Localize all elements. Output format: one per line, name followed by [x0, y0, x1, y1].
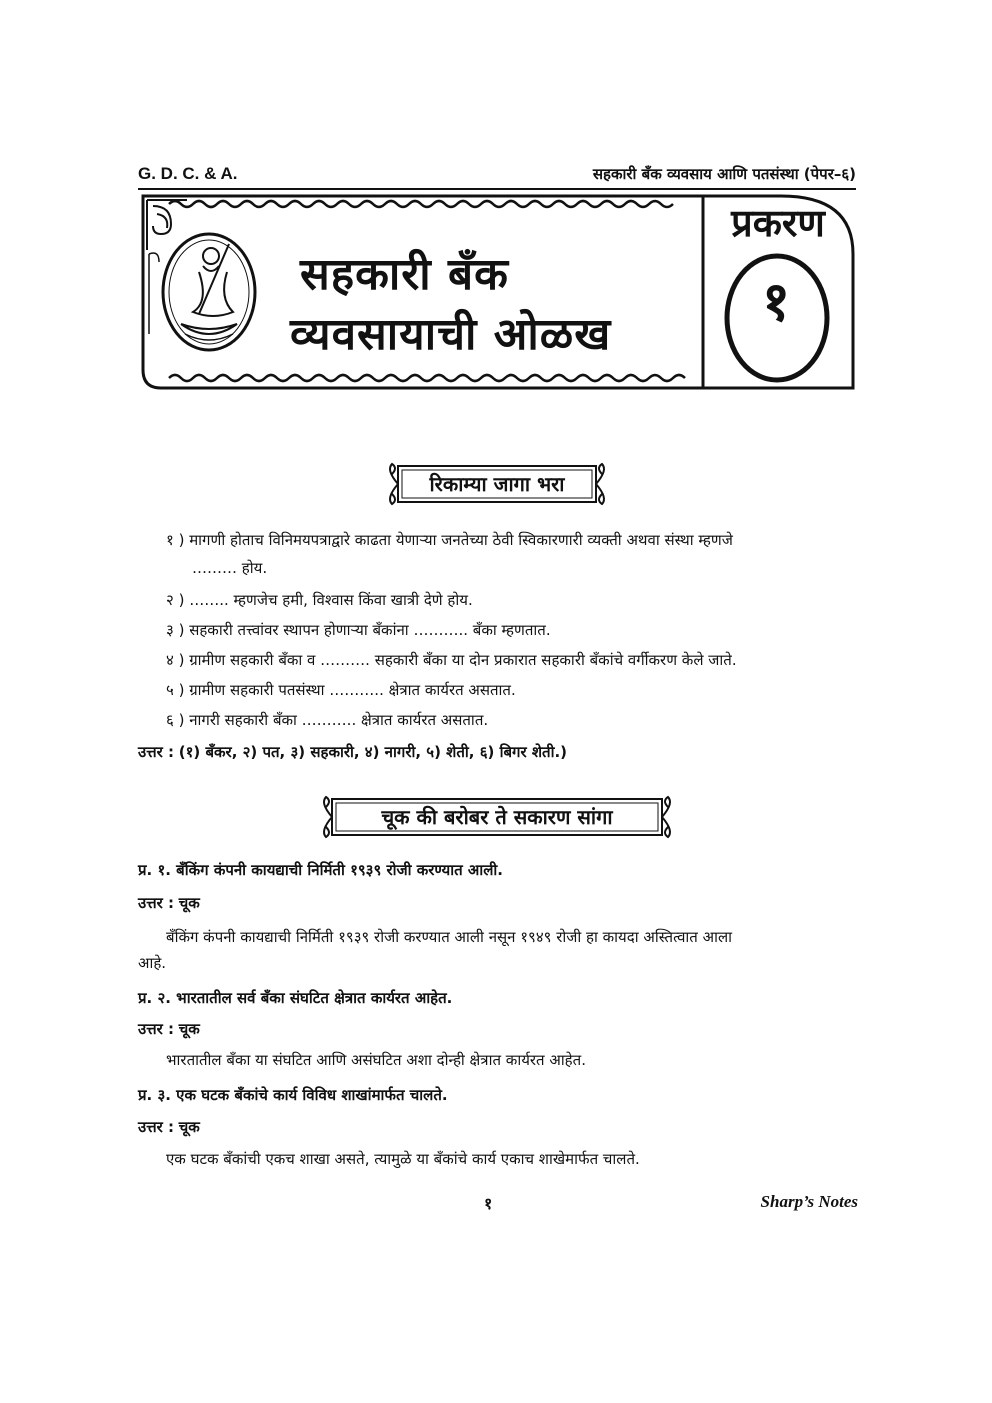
tf-question-1: प्र. १. बँकिंग कंपनी कायद्याची निर्मिती १९३९ रोजी करण्यात आली. [138, 861, 503, 879]
fill-item-5 [166, 680, 516, 700]
answer-value: चूक [178, 1020, 200, 1038]
fill-item-1 [166, 530, 860, 550]
chapter-number: १ [761, 270, 791, 333]
tf-question-3: प्र. ३. एक घटक बँकांचे कार्य विविध शाखांमार्फत चालते. [138, 1086, 448, 1104]
true-false-banner [318, 793, 676, 841]
fill-blanks-banner [384, 460, 610, 508]
answer-value: चूक [178, 894, 200, 912]
tf-explanation-1-cont: आहे. [138, 954, 167, 972]
item-text: …….. म्हणजेच हमी, विश्वास किंवा खात्री देणे होय. [189, 591, 473, 609]
fill-item-3 [166, 620, 551, 640]
answer-text: (१) बँकर, २) पत, ३) सहकारी, ४) नागरी, ५) शेती, ६) बिगर शेती.) [178, 743, 568, 761]
item-text: ग्रामीण सहकारी पतसंस्था ……….. क्षेत्रात कार्यरत असतात. [189, 681, 516, 699]
item-number: ६ ) [166, 711, 185, 729]
header-right: सहकारी बँक व्यवसाय आणि पतसंस्था (पेपर–६) [592, 165, 856, 183]
chapter-title-line2: व्यवसायाची ओळख [290, 309, 612, 360]
fill-answers [138, 742, 567, 762]
fill-item-1-cont: ……… होय. [192, 559, 268, 577]
fill-blanks-heading: रिकाम्या जागा भरा [429, 472, 565, 496]
item-number: ३ ) [166, 621, 185, 639]
brand-name: Sharp’s Notes [760, 1192, 858, 1211]
header-rule [138, 188, 856, 190]
chapter-label: प्रकरण [731, 201, 825, 245]
item-number: २ ) [166, 591, 185, 609]
answer-label: उत्तर : [138, 1118, 174, 1136]
item-number: १ ) [166, 531, 185, 549]
item-number: ४ ) [166, 651, 185, 669]
page-number: १ [484, 1194, 493, 1213]
item-text: नागरी सहकारी बँका ……….. क्षेत्रात कार्यरत असतात. [189, 711, 489, 729]
answer-label: उत्तर : [138, 1020, 174, 1038]
tf-explanation-1: बँकिंग कंपनी कायद्याची निर्मिती १९३९ रोजी करण्यात आली नसून १९४९ रोजी हा कायदा अस्तित्वात आला [166, 928, 733, 946]
tf-answer-2 [138, 1019, 200, 1039]
item-text: ग्रामीण सहकारी बँका व ………. सहकारी बँका या दोन प्रकारात सहकारी बँकांचे वर्गीकरण केले जाते. [189, 651, 737, 669]
answer-label: उत्तर : [138, 743, 174, 761]
item-number: ५ ) [166, 681, 185, 699]
header-left: G. D. C. & A. [138, 164, 238, 183]
fill-item-2 [166, 590, 473, 610]
fill-item-6 [166, 710, 488, 730]
tf-explanation-2: भारतातील बँका या संघटित आणि असंघटित अशा दोन्ही क्षेत्रात कार्यरत आहेत. [166, 1051, 586, 1069]
item-text: मागणी होताच विनिमयपत्राद्वारे काढता येणाऱ्या जनतेच्या ठेवी स्विकारणारी व्यक्ती अथवा संस्था म्हणजे [189, 531, 733, 549]
tf-explanation-3: एक घटक बँकांची एकच शाखा असते, त्यामुळे या बँकांचे कार्य एकाच शाखेमार्फत चालते. [166, 1150, 640, 1168]
tf-answer-3 [138, 1117, 200, 1137]
tf-question-2: प्र. २. भारतातील सर्व बँका संघटित क्षेत्रात कार्यरत आहेत. [138, 989, 453, 1007]
tf-answer-1 [138, 893, 200, 913]
answer-value: चूक [178, 1118, 200, 1136]
answer-label: उत्तर : [138, 894, 174, 912]
fill-item-4 [166, 650, 737, 670]
item-text: सहकारी तत्त्वांवर स्थापन होणाऱ्या बँकांना ……….. बँका म्हणतात. [189, 621, 551, 639]
true-false-heading: चूक की बरोबर ते सकारण सांगा [381, 805, 613, 829]
chapter-title-line1: सहकारी बँक [300, 249, 509, 300]
